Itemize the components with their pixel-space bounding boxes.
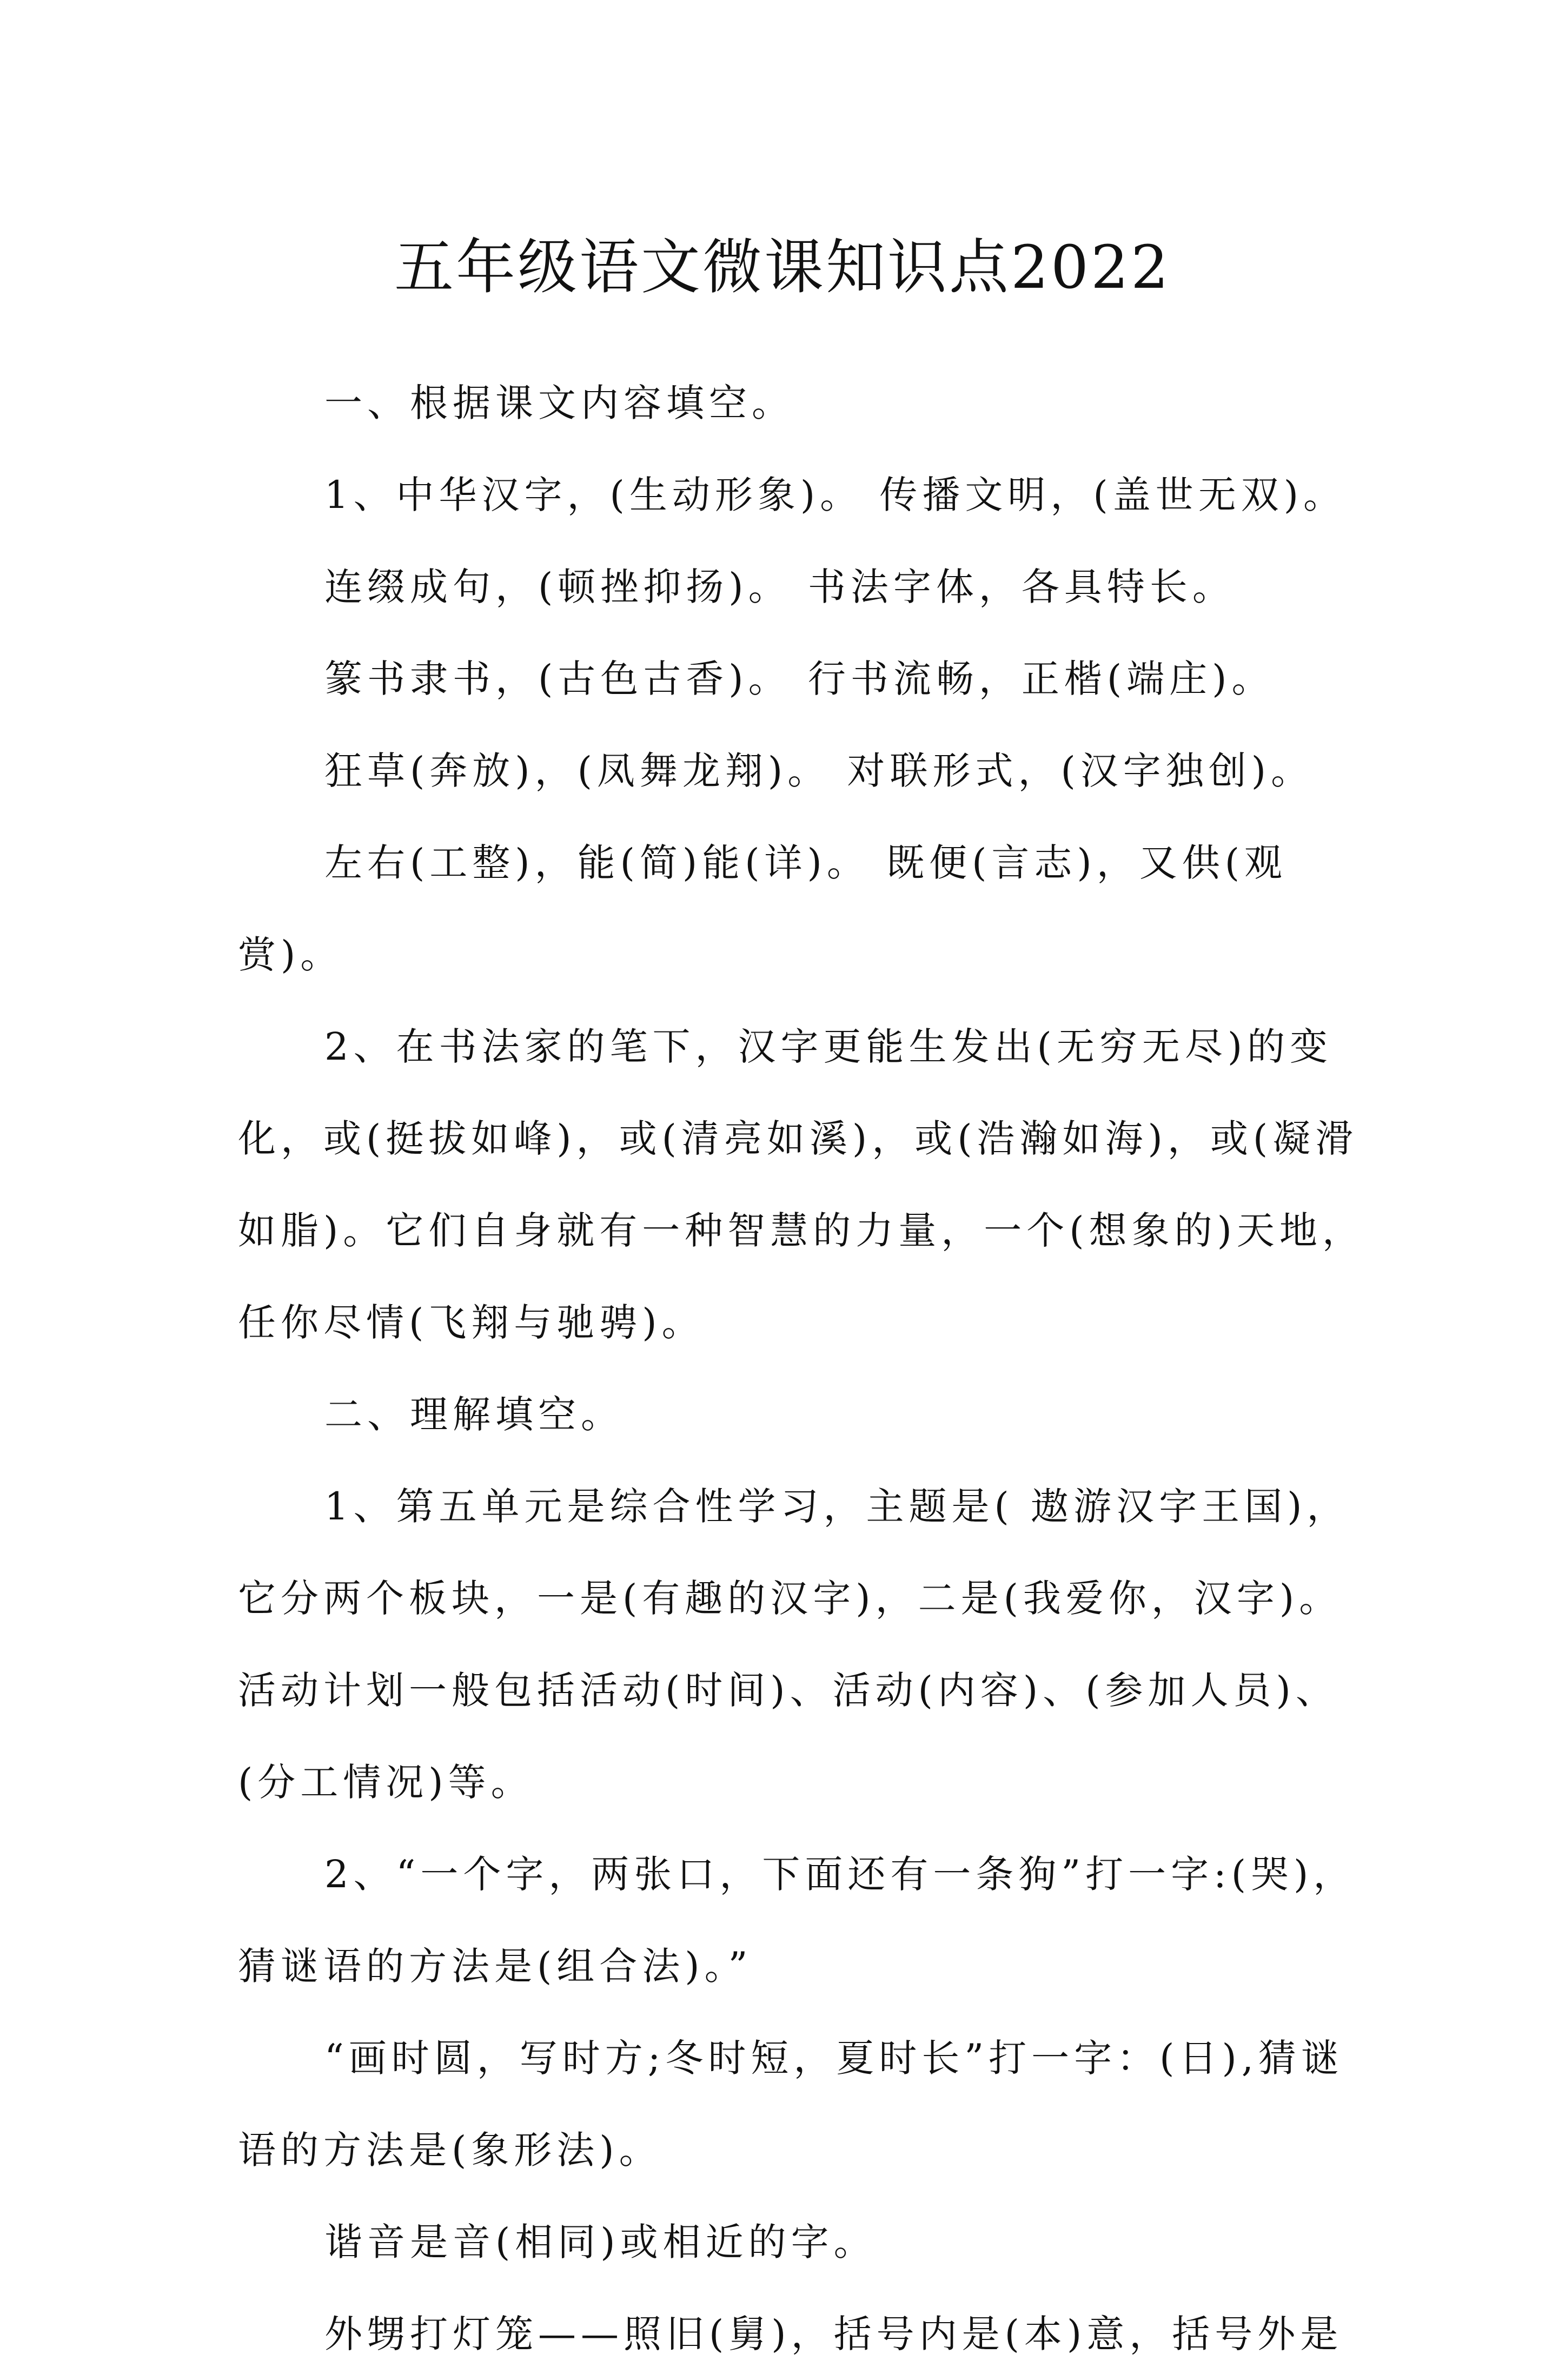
paragraph: 1、中华汉字，(生动形象)。 传播文明，(盖世无双)。 [324,473,1347,517]
paragraph: 狂草(奔放)，(凤舞龙翔)。 对联形式，(汉字独创)。 [324,749,1314,793]
paragraph: 谐音是音(相同)或相近的字。 [324,2220,877,2264]
paragraph: 2、“一个字，两张口，下面还有一条狗”打一字:(哭)，猜谜语的方法是(组合法)。” [238,1852,1356,1988]
section-heading-1: 一、根据课文内容填空。 [324,381,794,425]
document-title: 五年级语文微课知识点2022 [394,232,1171,302]
paragraph: 2、在书法家的笔下，汉字更能生发出(无穷无尽)的变化，或(挺拔如峰)，或(清亮如溪)，或(浩瀚如海)，或(凝滑如脂)。它们自身就有一种智慧的力量，一个(想象的)天地，任你尽情(飞翔与驰骋)。 [238,1024,1365,1345]
document-body [238,357,1384,2380]
paragraph: 连缀成句，(顿挫抑扬)。 书法字体，各具特长。 [324,565,1235,609]
section-heading-2: 二、理解填空。 [324,1392,624,1437]
paragraph: 1、第五单元是综合性学习，主题是( 遨游汉字王国)，它分两个板块，一是(有趣的汉字)，二是(我爱你，汉字)。活动计划一般包括活动(时间)、活动(内容)、(参加人员)、(分工情况)等。 [238,1484,1350,1804]
paragraph: “画时圆，写时方;冬时短，夏时长”打一字：(日),猜谜语的方法是(象形法)。 [238,2036,1344,2172]
paragraph: 外甥打灯笼——照旧(舅)，括号内是(本)意，括号外是 [324,2312,1343,2356]
paragraph: 篆书隶书，(古色古香)。 行书流畅，正楷(端庄)。 [324,657,1275,701]
paragraph: 左右(工整)，能(简)能(详)。 既便(言志)，又供(观赏)。 [238,841,1288,977]
